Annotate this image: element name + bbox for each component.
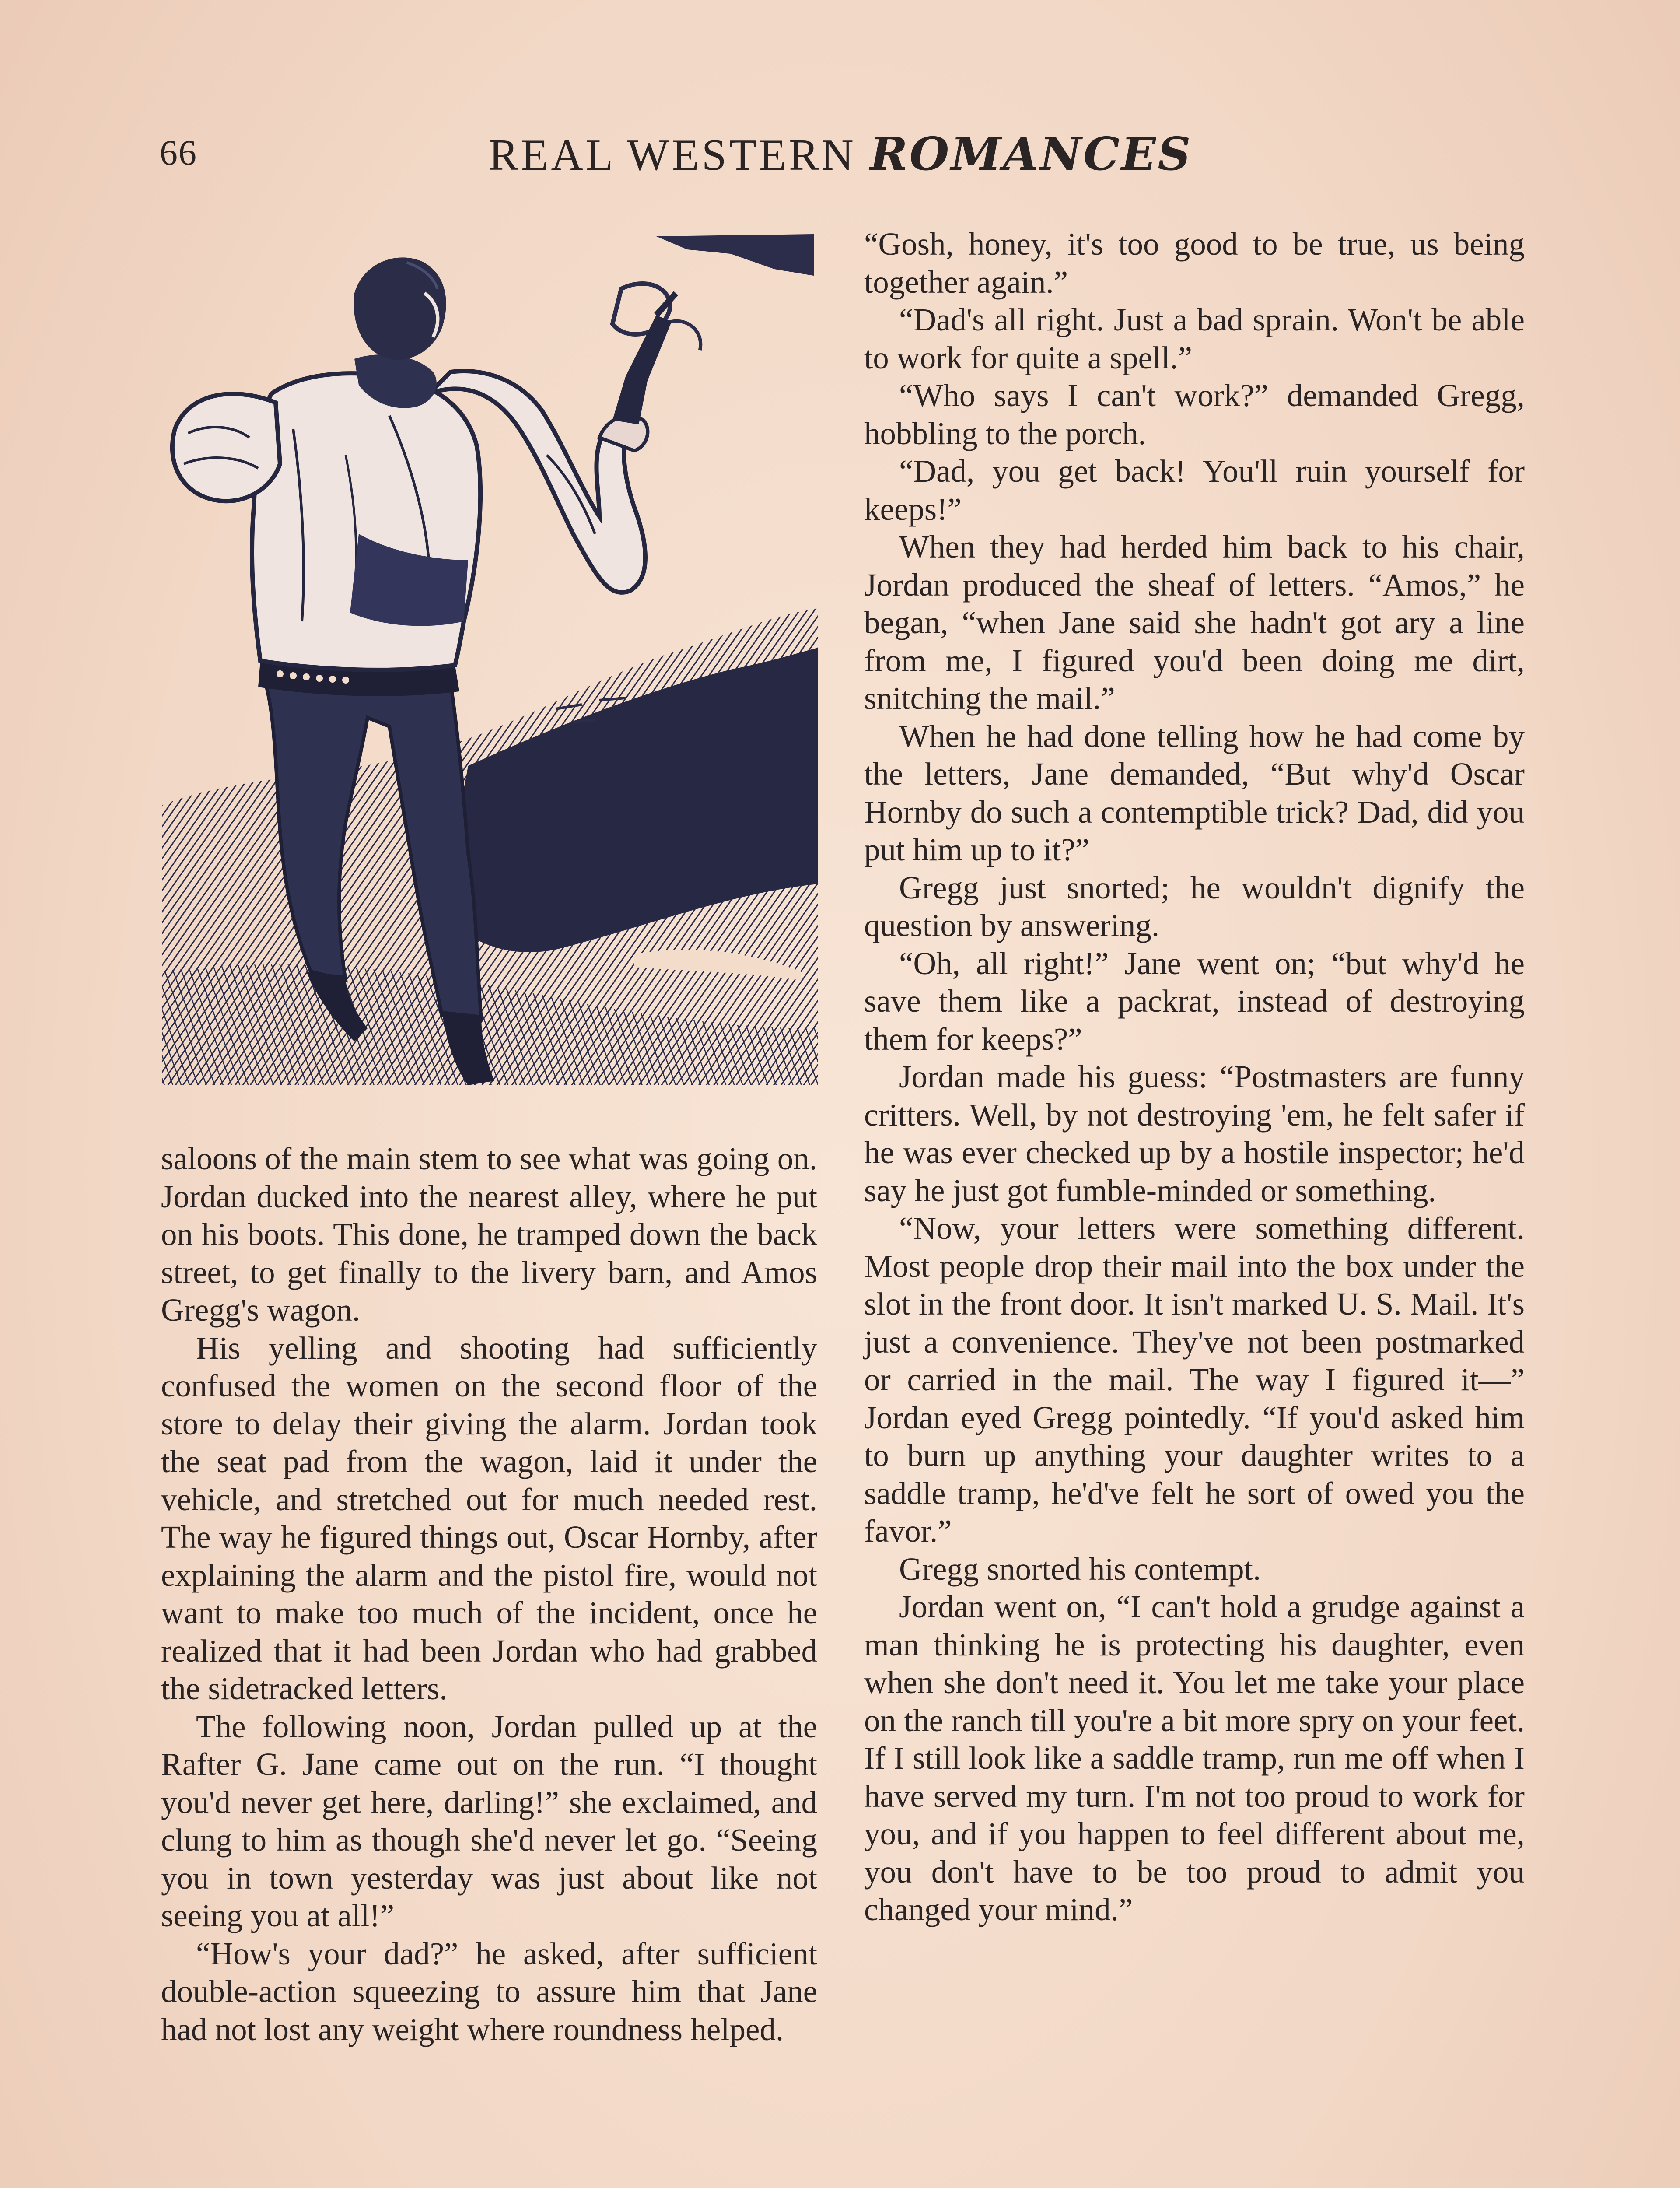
paragraph: The following noon, Jordan pulled up at the Rafter G. Jane came out on the run. “I thought you'd never get here, darling!” she exclaimed, and clung to him as though she'd never let go. “Seeing you in town yesterday was just about like not seeing you at all!” xyxy=(161,1708,817,1933)
paragraph: “Dad, you get back! You'll ruin yourself for keeps!” xyxy=(864,453,1525,527)
paragraph: Gregg just snorted; he wouldn't dignify the question by answering. xyxy=(864,870,1525,943)
paragraph: Gregg snorted his contempt. xyxy=(899,1551,1261,1587)
paragraph: “How's your dad?” he asked, after sufficient double-action squeezing to assure him that Jane had not lost any weight where roundness helped. xyxy=(161,1936,817,2047)
paragraph: “Oh, all right!” Jane went on; “but why'd he save them like a packrat, instead of destroying them for keeps?” xyxy=(864,945,1525,1057)
paragraph: “Who says I can't work?” demanded Gregg, hobbling to the porch. xyxy=(864,378,1525,451)
page-number: 66 xyxy=(160,133,197,172)
running-head-bold: ROMANCES xyxy=(870,127,1193,181)
paragraph: saloons of the main stem to see what was going on. Jordan ducked into the nearest alley, where he put on his boots. This done, he tramped down the back street, to get finally to the livery barn, and Amos Gregg's wagon. xyxy=(161,1141,817,1328)
page-header xyxy=(160,127,1527,188)
running-head-plain: REAL WESTERN xyxy=(489,130,870,180)
paragraph: When they had herded him back to his chair, Jordan produced the sheaf of letters. “Amos,” he began, “when Jane said she hadn't got ary a line from me, I figured you'd been doing me dirt, snitching the mail.” xyxy=(864,529,1525,716)
gunman-illustration-icon xyxy=(162,228,818,1098)
paragraph: “Gosh, honey, it's too good to be true, us being together again.” xyxy=(864,226,1525,300)
paragraph: Jordan made his guess: “Postmasters are funny critters. Well, by not destroying 'em, he felt safer if he was ever checked up by a hostile inspector; he'd say he just got fumble-minded or something. xyxy=(864,1059,1525,1208)
running-head xyxy=(489,127,1192,181)
paragraph: “Now, your letters were something different. Most people drop their mail into the box under the slot in the front door. It isn't marked U. S. Mail. It's just a convenience. They've not been postmarked or carried in the mail. The way I figured it—” Jordan eyed Gregg pointedly. “If you'd asked him to burn up anything your daughter writes to a saddle tramp, he'd've felt he sort of owed you the favor.” xyxy=(864,1210,1525,1549)
left-column-text xyxy=(161,1140,817,2048)
paragraph: When he had done telling how he had come by the letters, Jane demanded, “But why'd Oscar Hornby do such a contemptible trick? Dad, did you put him up to it?” xyxy=(864,718,1525,867)
paragraph: Jordan went on, “I can't hold a grudge against a man thinking he is protecting his daughter, even when she don't need it. You let me take your place on the ranch till you're a bit more spry on your feet. If I still look like a saddle tramp, run me off when I have served my turn. I'm not too proud to work for you, and if you happen to feel different about me, you don't have to be too proud to admit you changed your mind.” xyxy=(864,1589,1525,1927)
paragraph: His yelling and shooting had sufficiently confused the women on the second floor of the store to delay their giving the alarm. Jordan took the seat pad from the wagon, laid it under the vehicle, and stretched out for much needed rest. The way he figured things out, Oscar Hornby, after explaining the alarm and the pistol fire, would not want to make too much of the incident, once he realized that it had been Jordan who had grabbed the sidetracked letters. xyxy=(161,1330,817,1706)
paragraph: “Dad's all right. Just a bad sprain. Won't be able to work for quite a spell.” xyxy=(864,302,1525,375)
right-column-text xyxy=(864,225,1525,1929)
